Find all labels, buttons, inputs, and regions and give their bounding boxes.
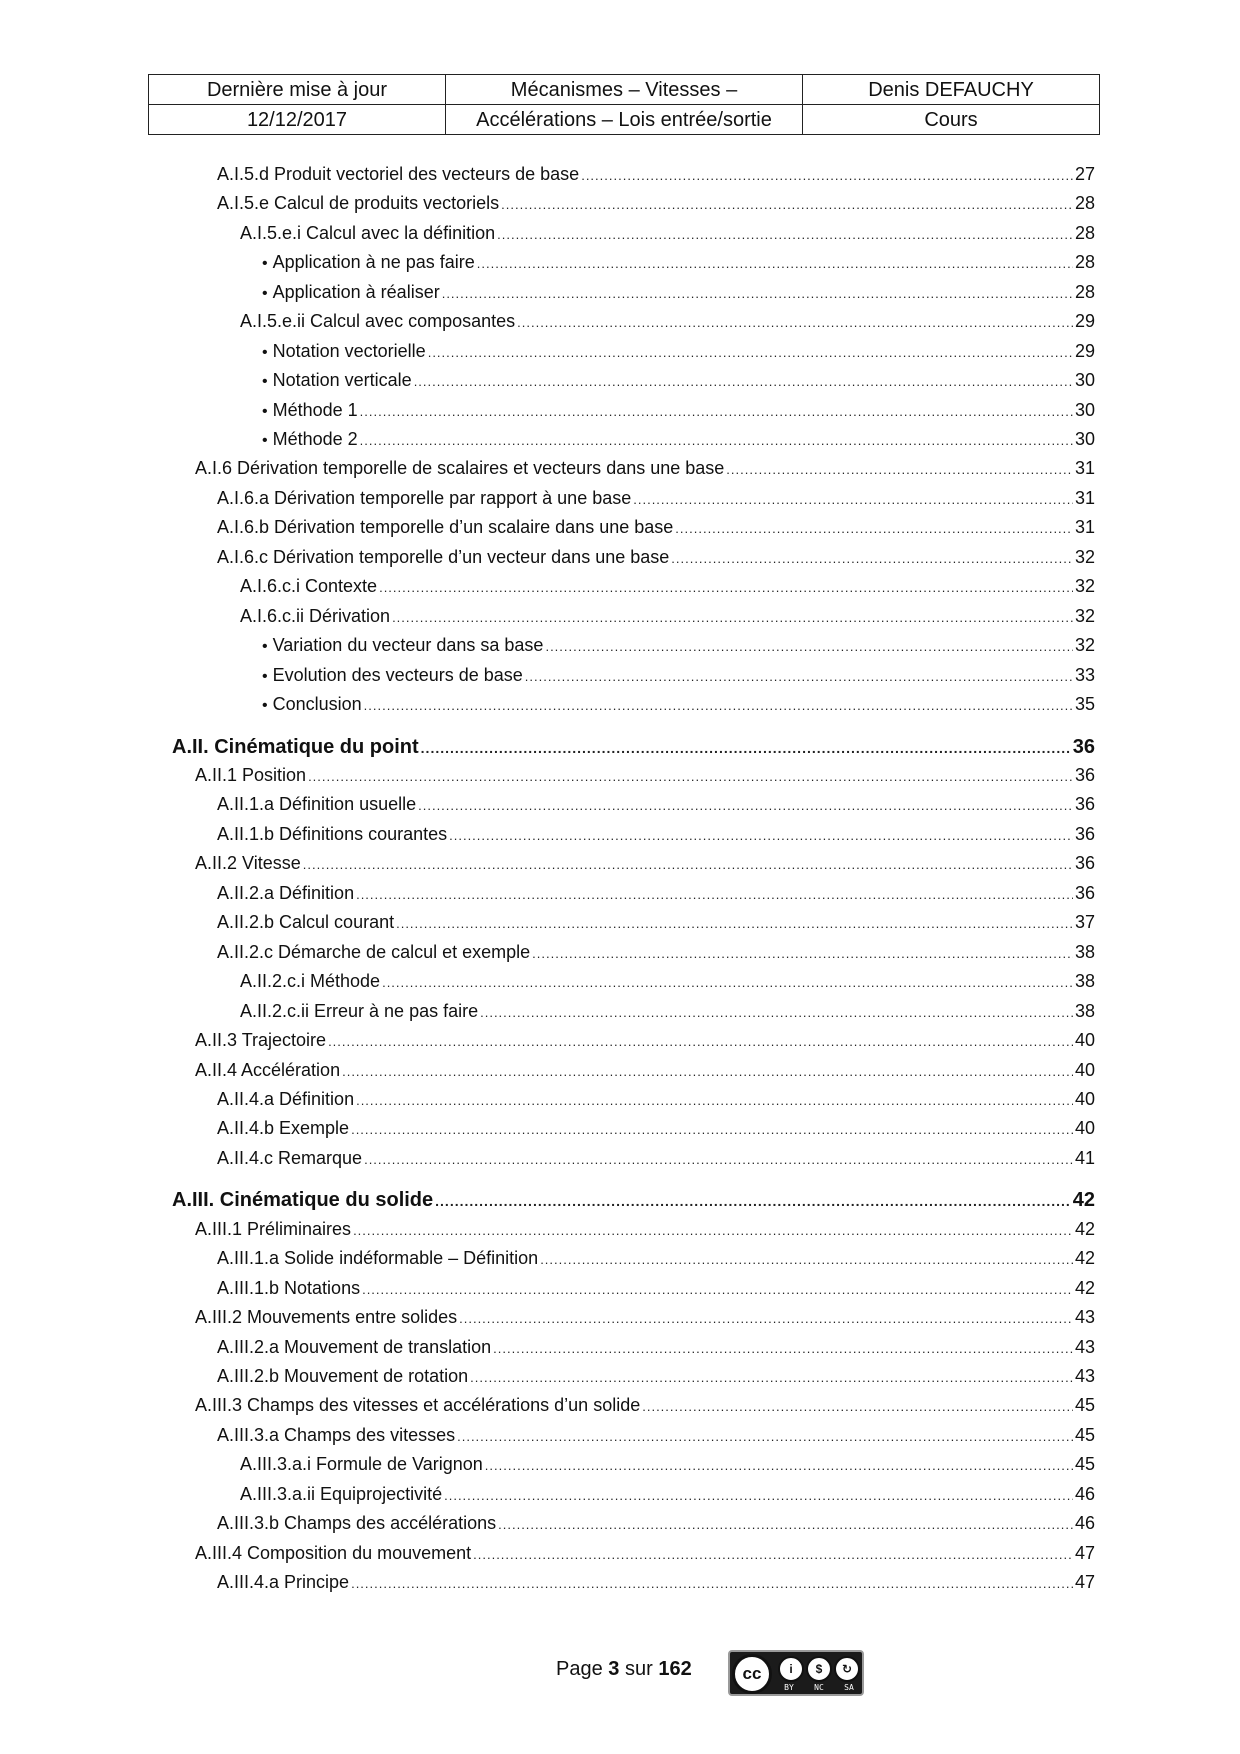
toc-dot-leader [396, 913, 1073, 935]
toc-entry[interactable] [217, 1117, 1095, 1141]
toc-entry-text: A.II.4.b Exemple [217, 1118, 350, 1138]
toc-dot-leader [485, 1455, 1073, 1477]
toc-dot-leader [444, 1485, 1073, 1507]
toc-entry-text: A.I.5.d Produit vectoriel des vecteurs de base [217, 164, 580, 184]
toc-section-entry[interactable] [172, 735, 1095, 760]
toc-entry[interactable] [217, 1088, 1095, 1112]
toc-entry-title [195, 1542, 471, 1564]
toc-entry-title [217, 1088, 354, 1110]
license-sa-label: SA [844, 1683, 854, 1692]
toc-entry-title [217, 192, 499, 214]
toc-entry-text: A.III.3.a.i Formule de Varignon [240, 1454, 483, 1474]
toc-entry[interactable] [262, 399, 1095, 423]
bullet-icon: • [262, 373, 268, 390]
toc-entry-title [195, 1029, 326, 1051]
toc-entry-title [172, 735, 419, 759]
toc-entry-title [240, 605, 390, 627]
toc-entry-title [217, 1571, 349, 1593]
toc-dot-leader [726, 459, 1073, 481]
toc-dot-leader [418, 795, 1073, 817]
by-attribution-icon: i [778, 1656, 804, 1682]
license-by-label: BY [784, 1683, 794, 1692]
bullet-icon: • [262, 668, 268, 685]
toc-entry-text: A.II.4.a Définition [217, 1089, 355, 1109]
toc-entry-page: 43 [1074, 1366, 1095, 1386]
toc-dot-leader [435, 1189, 1071, 1213]
bullet-icon: • [262, 255, 268, 272]
noncommercial-icon: $ [806, 1656, 832, 1682]
toc-dot-leader [449, 825, 1073, 847]
toc-entry-text: A.II.2.a Définition [217, 883, 355, 903]
toc-entry-text: A.II.2.b Calcul courant [217, 912, 395, 932]
page-counter [556, 1658, 692, 1681]
toc-dot-leader [501, 194, 1073, 216]
toc-entry-text: Conclusion [272, 694, 362, 714]
toc-dot-leader [356, 1090, 1073, 1112]
toc-entry[interactable] [240, 605, 1095, 629]
toc-entry-text: A.II.2.c.ii Erreur à ne pas faire [240, 1001, 479, 1021]
toc-dot-leader [360, 401, 1073, 423]
bullet-icon: • [262, 344, 268, 361]
toc-entry-page: 42 [1074, 1248, 1095, 1268]
bullet-icon: • [262, 432, 268, 449]
toc-entry-title [217, 1424, 455, 1446]
toc-entry-title [217, 1365, 468, 1387]
toc-entry[interactable] [217, 163, 1095, 187]
toc-entry[interactable] [217, 516, 1095, 540]
toc-dot-leader [392, 607, 1073, 629]
toc-entry-title [262, 281, 440, 305]
toc-entry-text: A.II.3 Trajectoire [195, 1030, 327, 1050]
toc-entry-page: 28 [1074, 252, 1095, 272]
toc-entry-text: Notation vectorielle [272, 341, 426, 361]
toc-entry-page: 36 [1074, 824, 1095, 844]
toc-dot-leader [356, 884, 1073, 906]
toc-dot-leader [633, 489, 1073, 511]
toc-entry-text: A.III.4.a Principe [217, 1572, 350, 1592]
toc-entry-title [262, 340, 426, 364]
toc-entry-text: A.III.1 Préliminaires [195, 1219, 352, 1239]
toc-entry[interactable] [262, 340, 1095, 364]
toc-entry[interactable] [217, 793, 1095, 817]
toc-dot-leader [351, 1573, 1073, 1595]
toc-entry-page: 45 [1074, 1395, 1095, 1415]
toc-entry-text: A.III.3.b Champs des accélérations [217, 1513, 497, 1533]
toc-entry-text: A.I.6.c Dérivation temporelle d’un vecteur dans une base [217, 547, 670, 567]
toc-entry-page: 31 [1074, 488, 1095, 508]
toc-entry-title [172, 1188, 433, 1212]
toc-entry[interactable] [217, 1571, 1095, 1595]
toc-entry-page: 30 [1074, 429, 1095, 449]
toc-entry-text: A.III.3.a.ii Equiprojectivité [240, 1484, 443, 1504]
toc-entry-page: 37 [1074, 912, 1095, 932]
toc-dot-leader [353, 1220, 1073, 1242]
page-prefix: Page [556, 1658, 603, 1680]
toc-entry-page: 28 [1074, 223, 1095, 243]
toc-entry-title [262, 428, 358, 452]
toc-entry[interactable] [240, 970, 1095, 994]
toc-entry-title [217, 1247, 538, 1269]
toc-dot-leader [459, 1308, 1073, 1330]
toc-dot-leader [360, 430, 1073, 452]
toc-entry-page: 40 [1074, 1030, 1095, 1050]
toc-entry-page: 42 [1074, 1219, 1095, 1239]
toc-entry-page: 40 [1074, 1118, 1095, 1138]
toc-dot-leader [442, 283, 1073, 305]
toc-dot-leader [379, 577, 1073, 599]
toc-entry-title [262, 693, 362, 717]
toc-dot-leader [480, 1002, 1073, 1024]
toc-dot-leader [540, 1249, 1073, 1271]
course-title-line1: Mécanismes – Vitesses – [446, 75, 803, 105]
toc-entry-page: 38 [1074, 1001, 1095, 1021]
document-header [148, 74, 1100, 135]
course-title-line2: Accélérations – Lois entrée/sortie [446, 105, 803, 135]
toc-entry[interactable] [195, 1394, 1095, 1418]
toc-entry-page: 36 [1072, 736, 1095, 758]
toc-entry[interactable] [262, 634, 1095, 658]
toc-dot-leader [457, 1426, 1073, 1448]
toc-entry[interactable] [217, 1147, 1095, 1171]
toc-entry-title [217, 793, 416, 815]
toc-entry-text: A.I.6.a Dérivation temporelle par rapport à une base [217, 488, 632, 508]
toc-entry-text: A.II.1.b Définitions courantes [217, 824, 448, 844]
toc-entry[interactable] [262, 281, 1095, 305]
toc-entry-page: 41 [1074, 1148, 1095, 1168]
toc-entry[interactable] [217, 1365, 1095, 1389]
toc-dot-leader [303, 854, 1073, 876]
toc-dot-leader [493, 1338, 1073, 1360]
toc-dot-leader [362, 1279, 1073, 1301]
toc-entry[interactable] [240, 575, 1095, 599]
toc-dot-leader [428, 342, 1073, 364]
toc-entry[interactable] [195, 1542, 1095, 1566]
toc-dot-leader [671, 548, 1073, 570]
toc-entry-text: Application à réaliser [272, 282, 440, 302]
toc-entry[interactable] [217, 192, 1095, 216]
toc-entry-title [262, 664, 523, 688]
toc-dot-leader [517, 312, 1073, 334]
toc-entry-page: 32 [1074, 635, 1095, 655]
toc-entry-text: Méthode 2 [272, 429, 358, 449]
toc-entry-page: 32 [1074, 547, 1095, 567]
toc-dot-leader [364, 695, 1073, 717]
toc-entry-page: 36 [1074, 794, 1095, 814]
toc-entry[interactable] [217, 546, 1095, 570]
toc-entry-text: A.III.3.a Champs des vitesses [217, 1425, 456, 1445]
toc-entry-text: A.III.2.b Mouvement de rotation [217, 1366, 469, 1386]
toc-entry-title [262, 251, 475, 275]
toc-entry[interactable] [262, 428, 1095, 452]
toc-entry-title [195, 1218, 351, 1240]
toc-entry-text: Evolution des vecteurs de base [272, 665, 523, 685]
toc-entry[interactable] [240, 1000, 1095, 1024]
toc-entry-title [217, 911, 394, 933]
toc-dot-leader [642, 1396, 1073, 1418]
page-sep: sur [624, 1658, 653, 1680]
toc-entry[interactable] [262, 251, 1095, 275]
toc-entry-text: A.III.1.b Notations [217, 1278, 361, 1298]
toc-dot-leader [382, 972, 1073, 994]
toc-entry-title [240, 575, 377, 597]
toc-entry[interactable] [195, 1218, 1095, 1242]
toc-entry-text: A.III.4 Composition du mouvement [195, 1543, 472, 1563]
toc-entry-title [195, 1059, 340, 1081]
toc-entry-title [195, 1306, 457, 1328]
toc-entry-text: A.III.1.a Solide indéformable – Définition [217, 1248, 539, 1268]
toc-entry[interactable] [240, 310, 1095, 334]
license-nc-label: NC [814, 1683, 824, 1692]
toc-entry[interactable] [262, 693, 1095, 717]
toc-entry[interactable] [217, 1336, 1095, 1360]
toc-dot-leader [421, 736, 1071, 760]
toc-entry-page: 45 [1074, 1425, 1095, 1445]
toc-entry[interactable] [240, 1453, 1095, 1477]
toc-dot-leader [477, 253, 1073, 275]
toc-entry-page: 36 [1074, 765, 1095, 785]
toc-entry-title [217, 487, 631, 509]
toc-entry-text: A.II.4 Accélération [195, 1060, 341, 1080]
toc-entry-text: Application à ne pas faire [272, 252, 475, 272]
toc-entry-page: 30 [1074, 400, 1095, 420]
sharealike-icon: ↻ [834, 1656, 860, 1682]
toc-entry-text: A.I.6.c.i Contexte [240, 576, 378, 596]
toc-entry-page: 33 [1074, 665, 1095, 685]
toc-entry-page: 32 [1074, 576, 1095, 596]
toc-entry-title [240, 222, 495, 244]
toc-entry-text: A.III. Cinématique du solide [172, 1189, 434, 1211]
toc-entry-title [217, 882, 354, 904]
toc-entry-title [240, 970, 380, 992]
toc-dot-leader [470, 1367, 1073, 1389]
author-name: Denis DEFAUCHY [803, 75, 1100, 105]
toc-entry-title [217, 941, 530, 963]
toc-entry-text: A.II.2.c.i Méthode [240, 971, 381, 991]
toc-entry-text: Méthode 1 [272, 400, 358, 420]
toc-entry-page: 43 [1074, 1307, 1095, 1327]
toc-entry-text: A.III.3 Champs des vitesses et accélérations d’un solide [195, 1395, 641, 1415]
toc-entry-page: 40 [1074, 1060, 1095, 1080]
toc-dot-leader [328, 1031, 1073, 1053]
toc-entry[interactable] [217, 911, 1095, 935]
toc-entry-text: A.II. Cinématique du point [172, 736, 419, 758]
toc-entry[interactable] [217, 823, 1095, 847]
toc-entry-title [262, 399, 358, 423]
toc-entry[interactable] [217, 487, 1095, 511]
toc-entry-page: 31 [1074, 458, 1095, 478]
toc-dot-leader [364, 1149, 1073, 1171]
toc-entry-page: 27 [1074, 164, 1095, 184]
toc-entry-text: A.I.6 Dérivation temporelle de scalaires et vecteurs dans une base [195, 458, 725, 478]
toc-entry-page: 28 [1074, 282, 1095, 302]
toc-entry-title [240, 1000, 478, 1022]
toc-entry-page: 38 [1074, 942, 1095, 962]
toc-entry-page: 45 [1074, 1454, 1095, 1474]
toc-entry-text: A.I.6.b Dérivation temporelle d’un scalaire dans une base [217, 517, 674, 537]
page-current: 3 [608, 1658, 620, 1680]
toc-entry-title [195, 1394, 640, 1416]
toc-entry-page: 32 [1074, 606, 1095, 626]
toc-entry[interactable] [195, 457, 1095, 481]
toc-entry[interactable] [195, 764, 1095, 788]
license-labels [774, 1683, 864, 1692]
toc-entry-title [262, 634, 543, 658]
toc-entry-page: 36 [1074, 883, 1095, 903]
toc-dot-leader [545, 636, 1073, 658]
toc-entry-page: 47 [1074, 1543, 1095, 1563]
toc-dot-leader [473, 1544, 1073, 1566]
toc-entry-title [217, 1277, 360, 1299]
toc-entry-title [217, 1147, 362, 1169]
toc-dot-leader [414, 371, 1073, 393]
toc-entry[interactable] [195, 1029, 1095, 1053]
toc-entry-title [240, 1453, 483, 1475]
toc-entry-text: A.II.4.c Remarque [217, 1148, 363, 1168]
cc-license-badge [728, 1650, 864, 1696]
toc-entry-text: A.II.2 Vitesse [195, 853, 301, 873]
toc-entry-page: 28 [1074, 193, 1095, 213]
toc-entry[interactable] [262, 369, 1095, 393]
bullet-icon: • [262, 285, 268, 302]
toc-entry-page: 47 [1074, 1572, 1095, 1592]
toc-entry-page: 38 [1074, 971, 1095, 991]
toc-entry-title [195, 852, 301, 874]
toc-entry[interactable] [195, 1059, 1095, 1083]
toc-entry-text: Variation du vecteur dans sa base [272, 635, 544, 655]
toc-dot-leader [351, 1119, 1073, 1141]
toc-entry-text: A.II.1.a Définition usuelle [217, 794, 417, 814]
toc-entry-text: A.II.2.c Démarche de calcul et exemple [217, 942, 531, 962]
toc-entry[interactable] [262, 664, 1095, 688]
toc-dot-leader [525, 666, 1073, 688]
toc-section-entry[interactable] [172, 1188, 1095, 1213]
toc-entry-title [217, 546, 669, 568]
toc-entry[interactable] [240, 1483, 1095, 1507]
toc-entry-page: 35 [1074, 694, 1095, 714]
toc-entry-text: A.I.5.e Calcul de produits vectoriels [217, 193, 500, 213]
toc-dot-leader [497, 224, 1073, 246]
toc-entry-page: 30 [1074, 370, 1095, 390]
toc-dot-leader [308, 766, 1073, 788]
toc-entry[interactable] [240, 222, 1095, 246]
toc-entry[interactable] [217, 1512, 1095, 1536]
toc-entry[interactable] [195, 852, 1095, 876]
toc-entry[interactable] [217, 882, 1095, 906]
cc-logo-icon: cc [732, 1654, 772, 1694]
toc-entry-text: A.II.1 Position [195, 765, 307, 785]
toc-entry-page: 46 [1074, 1513, 1095, 1533]
toc-entry-title [262, 369, 412, 393]
toc-dot-leader [342, 1061, 1073, 1083]
toc-entry-title [217, 1336, 491, 1358]
toc-entry-title [217, 516, 673, 538]
toc-entry-page: 42 [1074, 1278, 1095, 1298]
toc-entry-text: A.III.2.a Mouvement de translation [217, 1337, 492, 1357]
toc-entry-page: 46 [1074, 1484, 1095, 1504]
toc-entry-title [217, 1117, 349, 1139]
toc-entry-page: 36 [1074, 853, 1095, 873]
toc-entry-title [217, 1512, 496, 1534]
toc-entry[interactable] [217, 1424, 1095, 1448]
toc-entry-title [240, 1483, 442, 1505]
toc-entry-text: Notation verticale [272, 370, 412, 390]
toc-entry-page: 31 [1074, 517, 1095, 537]
toc-entry-page: 29 [1074, 311, 1095, 331]
toc-entry-text: A.III.2 Mouvements entre solides [195, 1307, 458, 1327]
toc-dot-leader [532, 943, 1073, 965]
bullet-icon: • [262, 638, 268, 655]
toc-entry-title [240, 310, 515, 332]
toc-entry-title [195, 457, 724, 479]
bullet-icon: • [262, 403, 268, 420]
toc-entry-text: A.I.5.e.i Calcul avec la définition [240, 223, 496, 243]
toc-entry-title [217, 163, 579, 185]
toc-entry[interactable] [217, 1247, 1095, 1271]
document-type: Cours [803, 105, 1100, 135]
toc-dot-leader [675, 518, 1073, 540]
last-update-label: Dernière mise à jour [149, 75, 446, 105]
toc-entry-text: A.I.5.e.ii Calcul avec composantes [240, 311, 516, 331]
toc-entry-page: 42 [1072, 1189, 1095, 1211]
toc-entry-page: 43 [1074, 1337, 1095, 1357]
toc-entry-title [217, 823, 447, 845]
toc-entry-text: A.I.6.c.ii Dérivation [240, 606, 391, 626]
toc-dot-leader [498, 1514, 1073, 1536]
toc-entry-title [195, 764, 306, 786]
toc-entry[interactable] [217, 941, 1095, 965]
toc-entry-page: 29 [1074, 341, 1095, 361]
toc-dot-leader [581, 165, 1073, 187]
last-update-date: 12/12/2017 [149, 105, 446, 135]
toc-entry[interactable] [217, 1277, 1095, 1301]
toc-entry[interactable] [195, 1306, 1095, 1330]
toc-entry-page: 40 [1074, 1089, 1095, 1109]
bullet-icon: • [262, 697, 268, 714]
page-total: 162 [658, 1658, 692, 1680]
